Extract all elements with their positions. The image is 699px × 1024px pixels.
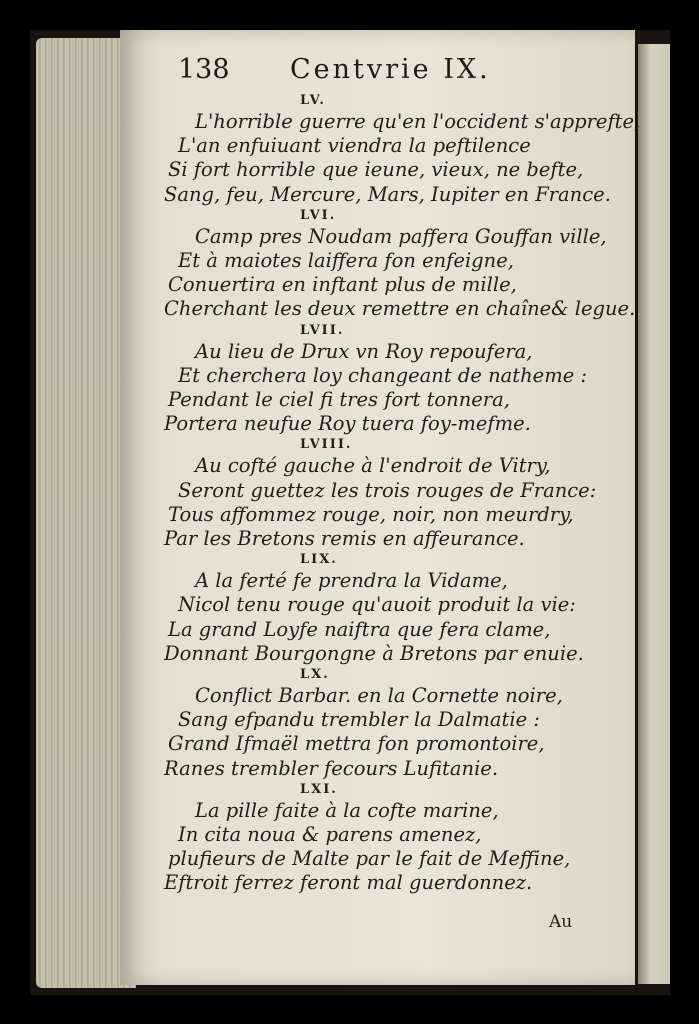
verse-line: In cita noua & parens amenez, bbox=[178, 823, 482, 847]
verse-line: Et cherchera loy changeant de natheme : bbox=[178, 363, 588, 387]
verse-line: L'an enfuiuant viendra la peftilence bbox=[178, 134, 531, 158]
verse-line: Et à maiotes laiffera fon enfeigne, bbox=[178, 249, 514, 273]
quatrain-number: LVI. bbox=[300, 207, 337, 223]
quatrain bbox=[150, 207, 636, 322]
verse-line: Pendant le ciel fi tres fort tonnera, bbox=[168, 388, 510, 412]
verse-line: Conuertira en inftant plus de mille, bbox=[168, 273, 517, 297]
verse-line: La pille faite à la cofte marine, bbox=[195, 798, 499, 822]
verse-line: Seront guettez les trois rouges de France: bbox=[178, 478, 597, 502]
catchword: Au bbox=[549, 912, 573, 932]
verse-line: Sang efpandu trembler la Dalmatie : bbox=[178, 708, 540, 732]
verse-line: Au lieu de Drux vn Roy repoufera, bbox=[195, 339, 533, 363]
verse-line: Portera neufue Roy tuera foy-mefme. bbox=[164, 412, 531, 436]
verse-line: Tous affommez rouge, noir, non meurdry, bbox=[168, 502, 574, 526]
running-head: Centvrie IX. bbox=[290, 54, 491, 85]
verse-line: Camp pres Noudam paffera Gouffan ville, bbox=[195, 224, 607, 248]
page-header bbox=[170, 48, 570, 88]
quatrain bbox=[150, 322, 630, 437]
verse-line: La grand Loyfe naiftra que fera clame, bbox=[168, 617, 551, 641]
quatrain-number: LVIII. bbox=[300, 437, 353, 453]
quatrain bbox=[150, 781, 630, 896]
quatrain-number: LVII. bbox=[300, 322, 345, 338]
quatrain-number: LIX. bbox=[300, 552, 338, 568]
verse-line: Cherchant les deux remettre en chaîne& legue. bbox=[164, 297, 636, 321]
verse-line: Grand Ifmaël mettra fon promontoire, bbox=[168, 732, 545, 756]
verse-line: Sang, feu, Mercure, Mars, Iupiter en France. bbox=[164, 182, 611, 206]
facing-page-edge bbox=[638, 44, 670, 984]
quatrain-number: LX. bbox=[300, 667, 330, 683]
verse-line: Donnant Bourgongne à Bretons par enuie. bbox=[164, 641, 584, 665]
quatrain-list bbox=[150, 92, 641, 896]
verse-line: Conflict Barbar. en la Cornette noire, bbox=[195, 684, 563, 708]
quatrain-number: LXI. bbox=[300, 781, 338, 797]
quatrain bbox=[150, 666, 630, 781]
quatrain bbox=[150, 436, 630, 551]
verse-line: A la ferté fe prendra la Vidame, bbox=[195, 569, 508, 593]
quatrain-number: LV. bbox=[300, 93, 326, 108]
verse-line: Ranes trembler fecours Lufitanie. bbox=[164, 756, 499, 780]
verse-line: Par les Bretons remis en affeurance. bbox=[164, 527, 525, 551]
quatrain bbox=[150, 551, 630, 666]
verse-line: L'horrible guerre qu'en l'occident s'apprefte, bbox=[195, 110, 641, 133]
verse-line: Nicol tenu rouge qu'auoit produit la vie: bbox=[178, 593, 576, 617]
verse-line: plufieurs de Malte par le fait de Meffine, bbox=[168, 847, 571, 871]
verse-line: Eftroit ferrez feront mal guerdonnez. bbox=[164, 871, 533, 895]
page-number: 138 bbox=[178, 54, 230, 85]
verse-line: Si fort horrible que ieune, vieux, ne befte, bbox=[168, 158, 584, 182]
verse-line: Au cofté gauche à l'endroit de Vitry, bbox=[195, 454, 551, 478]
quatrain bbox=[150, 92, 641, 207]
